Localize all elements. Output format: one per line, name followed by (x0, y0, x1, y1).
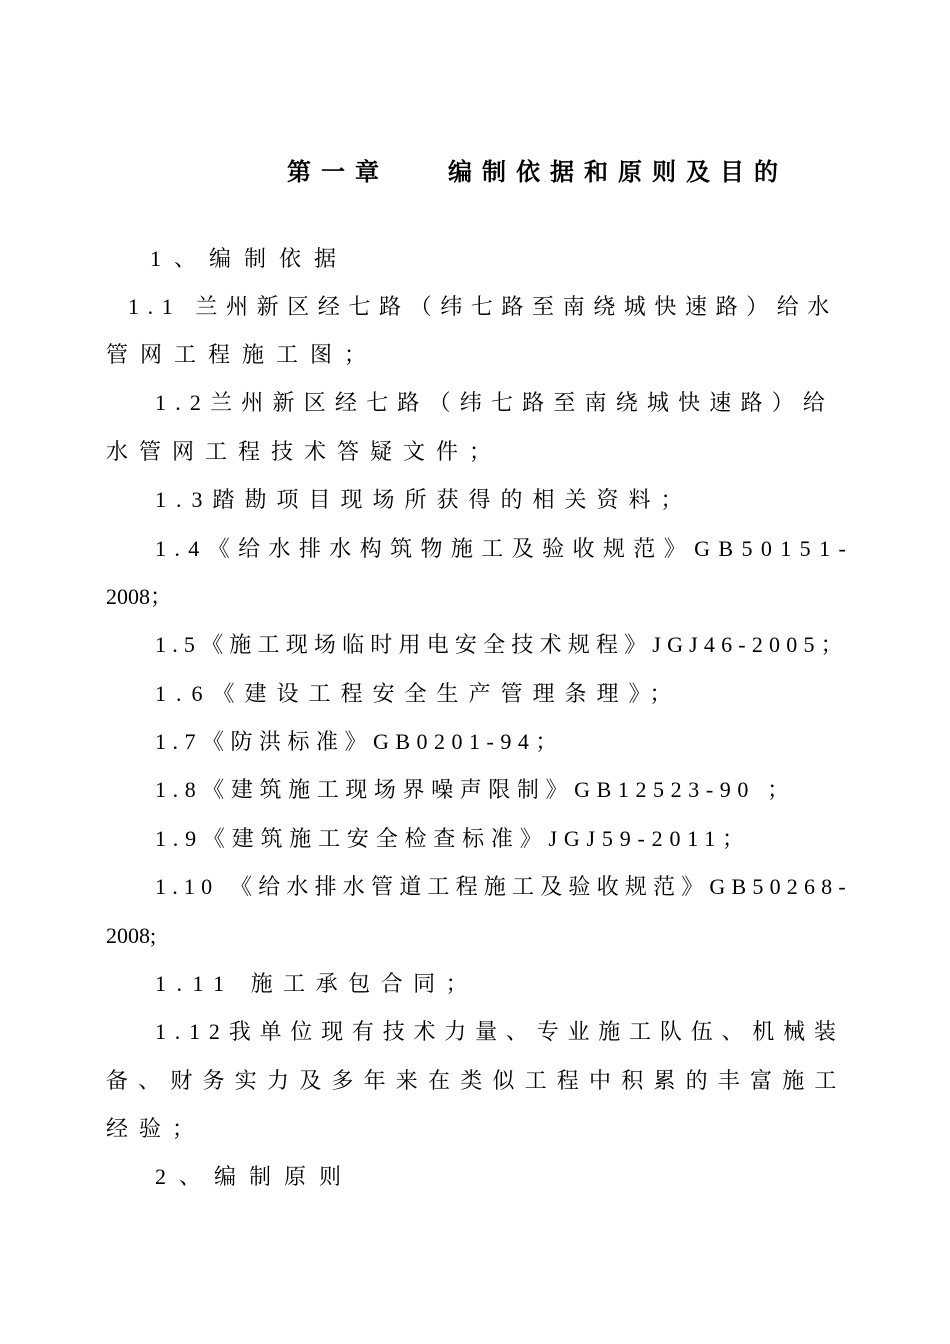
section-heading-1: 1、编制依据 (150, 246, 350, 271)
list-item-1-2: 1.2兰州新区经七路（纬七路至南绕城快速路）给 (155, 390, 835, 415)
list-item-1-12-cont2: 经验； (106, 1116, 206, 1141)
list-item-1-8: 1.8《建筑施工现场界噪声限制》GB12523-90 ； (155, 777, 796, 802)
list-item-1-7: 1.7《防洪标准》GB0201-94； (155, 729, 564, 754)
list-item-1-4-cont: 2008； (106, 584, 173, 609)
list-item-1-11: 1.11 施工承包合同； (155, 971, 479, 996)
section-heading-2: 2、编制原则 (155, 1164, 355, 1189)
list-item-1-2-cont: 水管网工程技术答疑文件； (106, 439, 503, 464)
list-item-1-12-cont: 备、财务实力及多年来在类似工程中积累的丰富施工 (106, 1068, 847, 1093)
list-item-1-9: 1.9《建筑施工安全检查标准》JGJ59-2011； (155, 826, 751, 851)
chapter-title: 编制依据和原则及目的 (448, 160, 788, 186)
list-item-1-1: 1.1 兰州新区经七路（纬七路至南绕城快速路）给水 (128, 294, 839, 319)
chapter-number: 第一章 (287, 160, 389, 186)
list-item-1-10: 1.10 《给水排水管道工程施工及验收规范》GB50268- (155, 874, 852, 899)
list-item-1-12: 1.12我单位现有技术力量、专业施工队伍、机械装 (155, 1019, 845, 1044)
list-item-1-6: 1.6《建设工程安全生产管理条理》； (155, 681, 682, 706)
list-item-1-10-cont: 2008; (106, 923, 157, 948)
list-item-1-4: 1.4《给水排水构筑物施工及验收规范》GB50151- (155, 536, 855, 561)
list-item-1-5: 1.5《施工现场临时用电安全技术规程》JGJ46-2005； (155, 632, 849, 657)
list-item-1-1-cont: 管网工程施工图； (106, 342, 379, 367)
list-item-1-3: 1.3踏勘项目现场所获得的相关资料； (155, 487, 693, 512)
